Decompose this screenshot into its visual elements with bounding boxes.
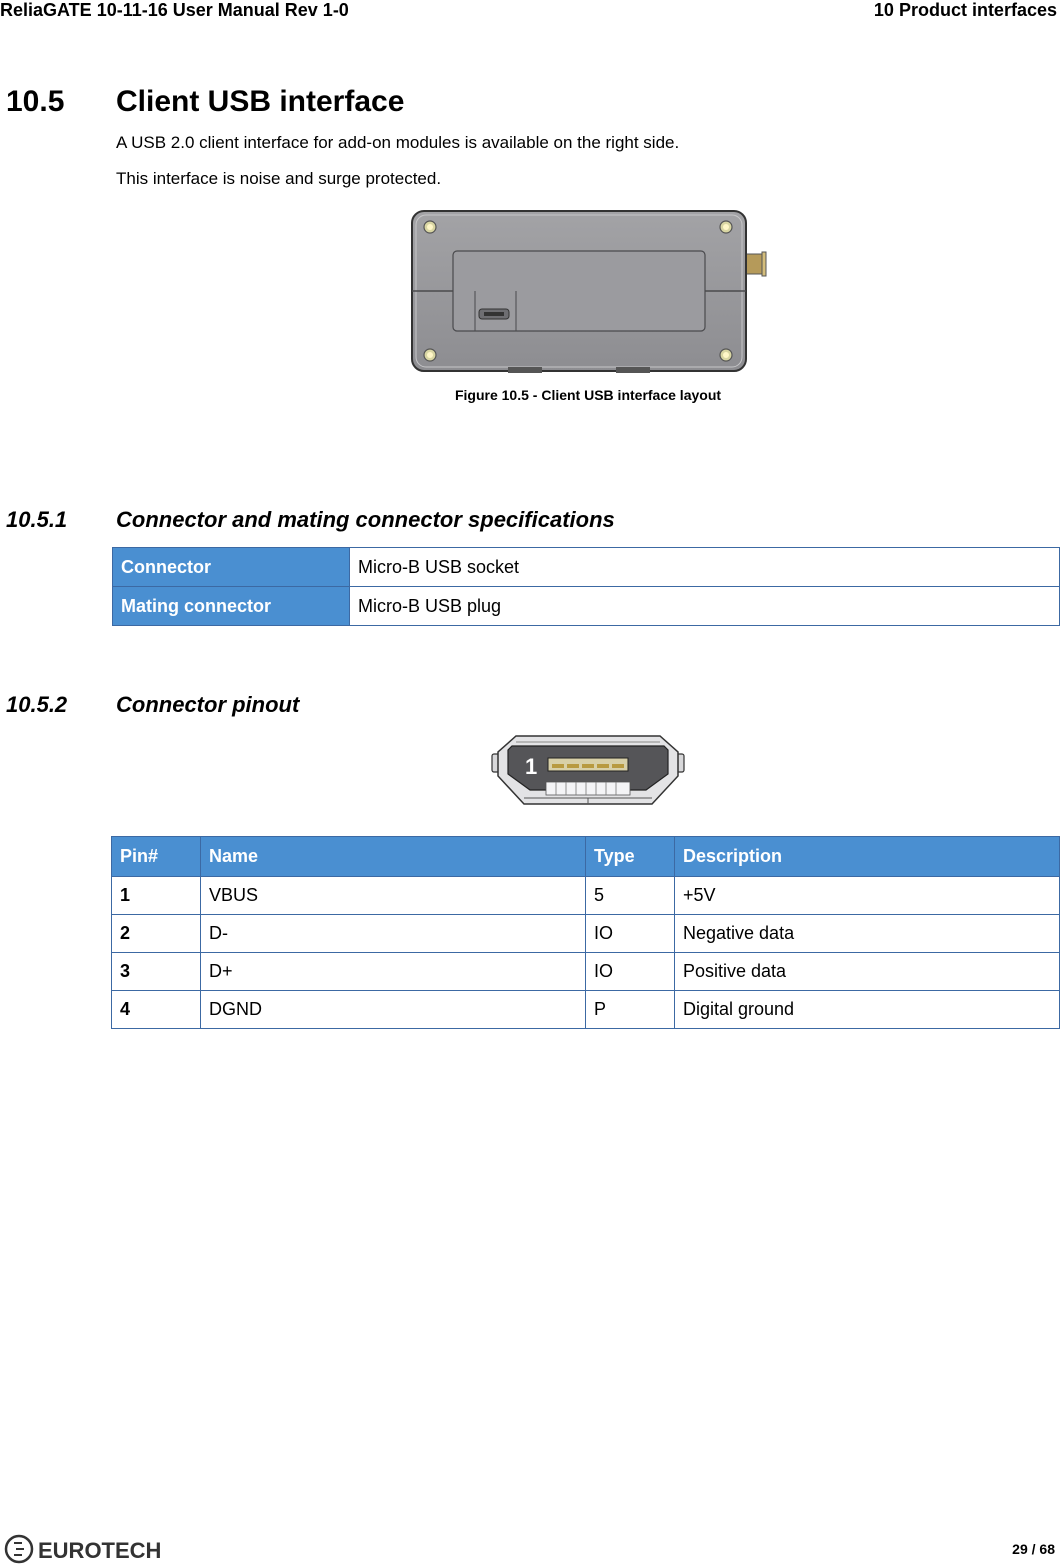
- device-side-view-figure: [408, 208, 774, 374]
- subsection-title-specs: Connector and mating connector specifications: [116, 507, 615, 532]
- pin-type: P: [586, 991, 675, 1029]
- section-number: 10.5: [6, 85, 65, 118]
- table-row: [112, 953, 1060, 991]
- pin-type: 5: [586, 877, 675, 915]
- subsection-number-specs: 10.5.1: [6, 507, 68, 532]
- section-title: Client USB interface: [116, 85, 405, 118]
- pin-number: 3: [112, 953, 201, 991]
- pin-description: +5V: [675, 877, 1060, 915]
- spec-value-connector: Micro-B USB socket: [350, 548, 1060, 587]
- column-header-pin: Pin#: [112, 837, 201, 877]
- pinout-table: [111, 836, 1060, 1029]
- column-header-type: Type: [586, 837, 675, 877]
- table-row: [112, 991, 1060, 1029]
- column-header-name: Name: [201, 837, 586, 877]
- pin-description: Positive data: [675, 953, 1060, 991]
- table-row: [112, 877, 1060, 915]
- pin-description: Digital ground: [675, 991, 1060, 1029]
- table-header-row: [112, 837, 1060, 877]
- table-row: [113, 587, 1060, 626]
- pin-number: 4: [112, 991, 201, 1029]
- connector-specs-table: [112, 547, 1060, 626]
- pin-description: Negative data: [675, 915, 1060, 953]
- pin-type: IO: [586, 915, 675, 953]
- paragraph-protection: This interface is noise and surge protected.: [116, 169, 442, 188]
- eurotech-wordmark: EUROTECH: [38, 1538, 162, 1563]
- eurotech-logo: [4, 1534, 184, 1564]
- pin-type: IO: [586, 953, 675, 991]
- page-number: 29 / 68: [1012, 1541, 1055, 1557]
- figure-caption: Figure 10.5 - Client USB interface layout: [454, 387, 722, 403]
- subsection-number-pinout: 10.5.2: [6, 692, 68, 717]
- spec-value-mating-connector: Micro-B USB plug: [350, 587, 1060, 626]
- running-header-chapter: 10 Product interfaces: [873, 0, 1057, 20]
- pin-name: D-: [201, 915, 586, 953]
- table-row: [113, 548, 1060, 587]
- paragraph-usb-description: A USB 2.0 client interface for add-on modules is available on the right side.: [116, 133, 680, 152]
- running-header-title: ReliaGATE 10-11-16 User Manual Rev 1-0: [0, 0, 349, 20]
- pin-1-marker: 1: [525, 754, 538, 779]
- pin-name: DGND: [201, 991, 586, 1029]
- pin-number: 2: [112, 915, 201, 953]
- pin-number: 1: [112, 877, 201, 915]
- spec-key-connector: Connector: [113, 548, 350, 587]
- pin-name: D+: [201, 953, 586, 991]
- table-row: [112, 915, 1060, 953]
- pin-name: VBUS: [201, 877, 586, 915]
- subsection-title-pinout: Connector pinout: [116, 692, 300, 717]
- micro-usb-connector-figure: [490, 732, 686, 810]
- spec-key-mating-connector: Mating connector: [113, 587, 350, 626]
- column-header-description: Description: [675, 837, 1060, 877]
